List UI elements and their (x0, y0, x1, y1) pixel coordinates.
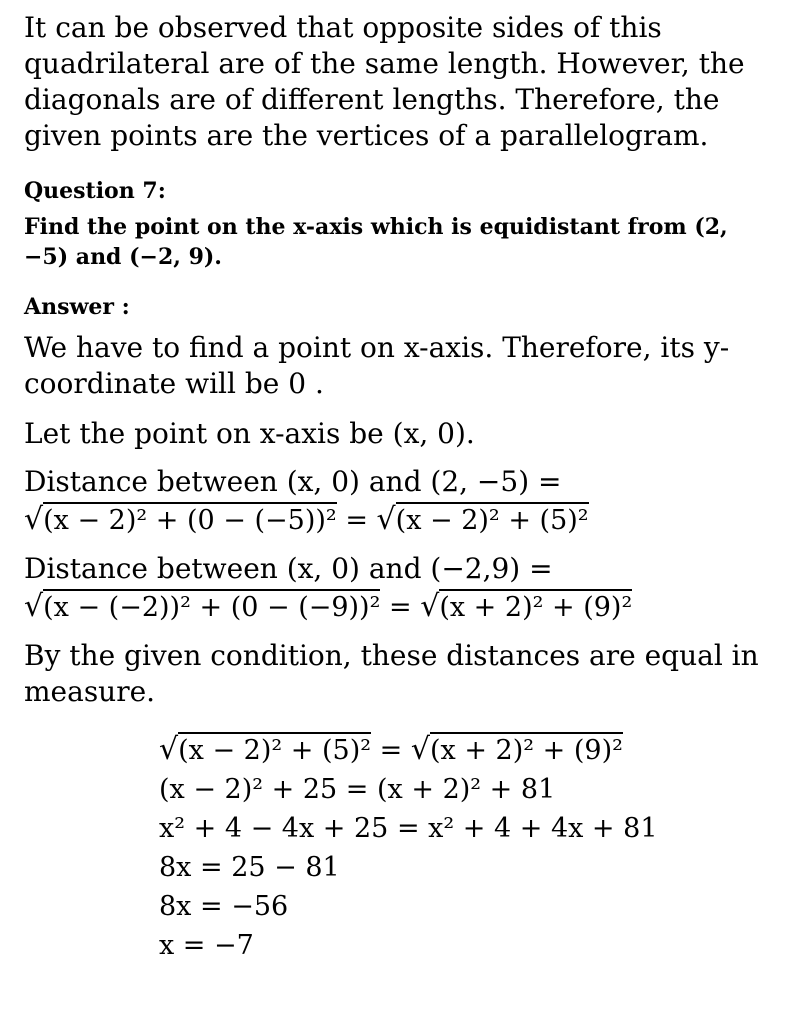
question-text: Find the point on the x-axis which is equidistant from (2, −5) and (−2, 9). (24, 214, 728, 270)
calc-line-6: x = −7 (159, 930, 254, 961)
distance-1-expression (24, 500, 774, 541)
distance-2-lhs: (x − (−2))² + (0 − (−9))² (43, 589, 380, 623)
calc-line-3: x² + 4 − 4x + 25 = x² + 4 + 4x + 81 (159, 813, 658, 844)
calc-line-1-rhs: (x + 2)² + (9)² (430, 732, 623, 766)
sqrt-icon: √ (410, 732, 430, 767)
distance-2-label: Distance between (x, 0) and (−2,9) = (24, 552, 553, 585)
calc-line-2: (x − 2)² + 25 = (x + 2)² + 81 (159, 774, 556, 805)
sqrt-icon: √ (376, 502, 396, 537)
distance-1-lhs: (x − 2)² + (0 − (−5))² (43, 502, 337, 536)
answer-paragraph-1: We have to find a point on x-axis. Therefore, its y-coordinate will be 0 . (24, 331, 730, 400)
calc-line-5: 8x = −56 (159, 891, 289, 922)
sqrt-icon: √ (24, 502, 44, 537)
equals-sign: = (371, 735, 411, 766)
distance-1-rhs: (x − 2)² + (5)² (396, 502, 589, 536)
answer-paragraph-2: Let the point on x-axis be (x, 0). (24, 417, 475, 450)
sqrt-icon: √ (159, 732, 179, 767)
sqrt-icon: √ (24, 589, 44, 624)
question-label: Question 7: (24, 178, 166, 204)
answer-label: Answer : (24, 294, 130, 320)
answer-paragraph-3: By the given condition, these distances are equal in measure. (24, 639, 759, 708)
page (24, 10, 774, 965)
distance-2-rhs: (x + 2)² + (9)² (439, 589, 632, 623)
calc-line-4: 8x = 25 − 81 (159, 852, 340, 883)
sqrt-icon: √ (420, 589, 440, 624)
distance-1-label: Distance between (x, 0) and (2, −5) = (24, 465, 562, 498)
calculation-block (159, 730, 774, 965)
equals-sign: = (380, 592, 421, 623)
distance-2-expression (24, 587, 774, 628)
calc-line-1-lhs: (x − 2)² + (5)² (178, 732, 371, 766)
calc-line-1 (159, 730, 774, 770)
intro-paragraph: It can be observed that opposite sides of this quadrilateral are of the same length. However, the diagonals are of different lengths. Therefore, the given points are the vertices of a parallelogram. (24, 11, 745, 152)
equals-sign: = (336, 505, 377, 536)
